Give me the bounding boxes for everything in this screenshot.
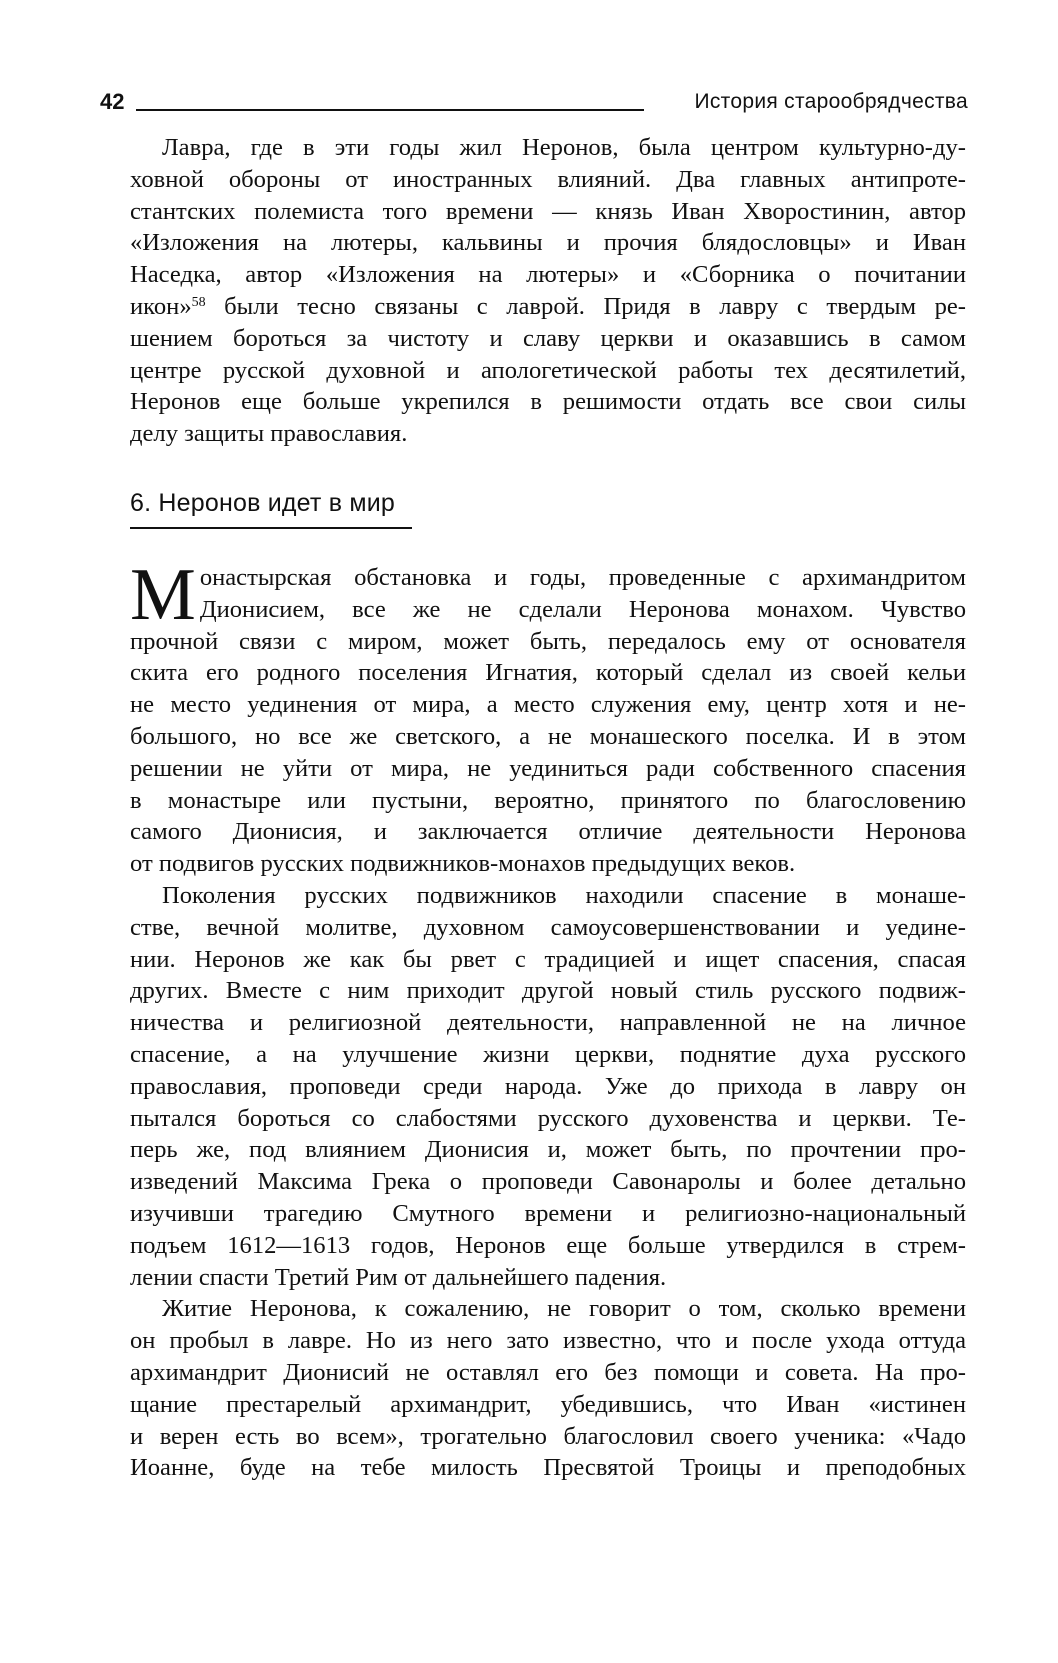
text-line: изучивши трагедию Смутного времени и религиозно-национальный	[130, 1199, 966, 1227]
text-line: скита его родного поселения Игнатия, который сделал из своей кельи	[130, 659, 966, 687]
text-line: щание престарелый архимандрит, убедившись, что Иван «истинен	[130, 1390, 966, 1418]
text-fragment: были тесно связаны с лаврой. Придя в лавру с твердым ре-	[205, 292, 966, 320]
text-line: пытался бороться со слабостями русского духовенства и церкви. Те-	[130, 1104, 966, 1132]
running-title: История старообрядчества	[694, 90, 968, 113]
text-line: Житие Неронова, к сожалению, не говорит о том, сколько времени	[162, 1295, 966, 1323]
text-line: прочной связи с миром, может быть, передалось ему от основателя	[130, 627, 966, 655]
text-line: православия, проповеди среди народа. Уже до прихода в лавру он	[130, 1072, 966, 1100]
text-line: онастырская обстановка и годы, проведенные с архимандритом	[199, 564, 966, 591]
text-line: подъем 1612—1613 годов, Неронов еще больше утвердился в стрем-	[130, 1231, 966, 1259]
text-line: решении не уйти от мира, не уединиться ради собственного спасения	[130, 754, 966, 782]
text-line: от подвигов русских подвижников-монахов предыдущих веков.	[130, 850, 796, 878]
text-line: делу защиты православия.	[130, 420, 408, 448]
text-line: изведений Максима Грека о проповеди Савонаролы и более детально	[130, 1168, 966, 1196]
page-number: 42	[100, 89, 125, 114]
text-line: ничества и религиозной деятельности, направленной не на личное	[130, 1009, 966, 1037]
text-line: спасение, а на улучшение жизни церкви, поднятие духа русского	[130, 1040, 966, 1068]
text-line: не место уединения от мира, а место служения ему, центр хотя и не-	[130, 691, 966, 719]
text-line: центре русской духовной и апологетической работы тех десятилетий,	[130, 356, 966, 384]
text-line: самого Дионисия, и заключается отличие деятельности Неронова	[130, 818, 966, 846]
text-line: он пробыл в лавре. Но из него зато известно, что и после ухода оттуда	[130, 1327, 966, 1355]
text-line: архимандрит Дионисий не оставлял его без помощи и совета. На про-	[130, 1358, 966, 1386]
text-line: Неронов еще больше укрепился в решимости отдать все свои силы	[130, 388, 966, 416]
section-rule	[130, 527, 412, 529]
text-line: Дионисием, все же не сделали Неронова монахом. Чувство	[199, 595, 966, 623]
header-rule	[136, 109, 644, 111]
text-line: стантских полемиста того времени — князь Иван Хворостинин, автор	[130, 197, 966, 225]
text-line: шением бороться за чистоту и славу церкви и оказавшись в самом	[130, 324, 966, 352]
text-line: других. Вместе с ним приходит другой новый стиль русского подвиж-	[130, 977, 966, 1005]
text-line: ховной обороны от иностранных влияний. Два главных антипроте-	[130, 165, 966, 193]
text-line: Лавра, где в эти годы жил Неронов, была центром культурно-ду-	[162, 134, 966, 161]
intro-paragraph	[130, 132, 966, 450]
text-line: стве, вечной молитве, духовном самоусовершенствовании и уедине-	[130, 913, 966, 941]
text-line: перь же, под влиянием Дионисия и, может быть, по прочтении про-	[130, 1136, 966, 1164]
text-line	[130, 291, 966, 323]
text-line: нии. Неронов же как бы рвет с традицией и ищет спасения, спасая	[130, 945, 966, 973]
text-line: лении спасти Третий Рим от дальнейшего падения.	[130, 1263, 667, 1291]
text-fragment: икон»	[130, 292, 192, 320]
page-header	[100, 89, 968, 117]
text-line: Иоанне, буде на тебе милость Пресвятой Троицы и преподобных	[130, 1454, 966, 1482]
section-body	[130, 554, 966, 1484]
footnote-ref: 58	[191, 294, 206, 310]
drop-cap: М	[130, 554, 196, 636]
section-title: 6. Неронов идет в мир	[130, 489, 396, 517]
text-line: в монастыре или пустыни, вероятно, принятого по благословению	[130, 786, 966, 814]
text-line: Поколения русских подвижников находили спасение в монаше-	[162, 881, 966, 909]
text-line: большого, но все же светского, а не монашеского поселка. И в этом	[130, 722, 966, 750]
text-line: «Изложения на лютеры, кальвины и прочия блядословцы» и Иван	[130, 229, 966, 257]
text-line: и верен есть во всем», трогательно благословил своего ученика: «Чадо	[130, 1422, 966, 1450]
text-line: Наседка, автор «Изложения на лютеры» и «Сборника о почитании	[130, 261, 966, 289]
